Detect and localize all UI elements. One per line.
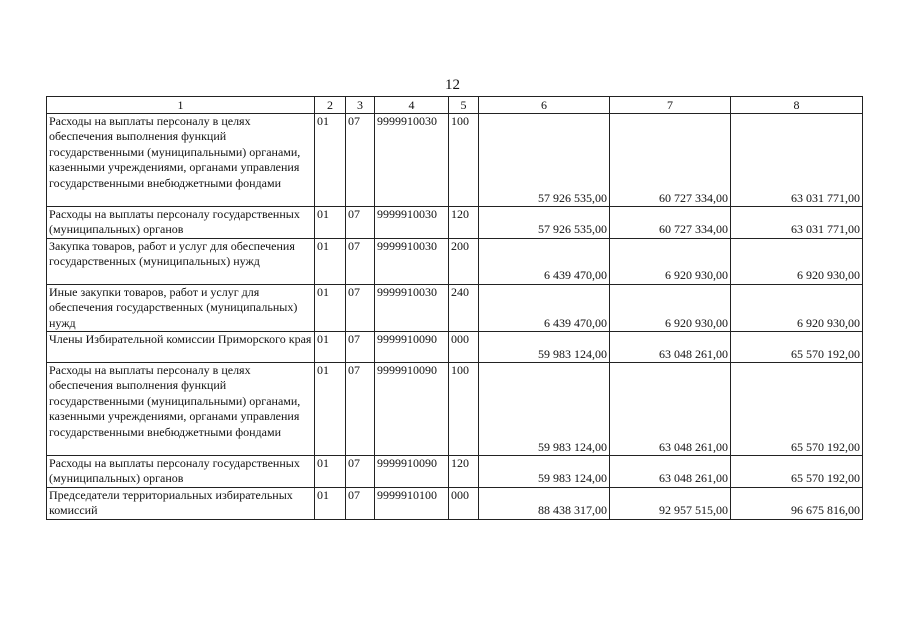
row-subsection-code: 07 <box>346 238 375 284</box>
row-amount-year-1: 59 983 124,00 <box>479 332 610 363</box>
row-amount-year-1: 6 439 470,00 <box>479 238 610 284</box>
table-row <box>47 332 863 363</box>
column-header-year-2: 7 <box>610 97 731 114</box>
table-row <box>47 238 863 284</box>
row-expense-type-code: 100 <box>449 114 479 207</box>
column-header-name: 1 <box>47 97 315 114</box>
row-subsection-code: 07 <box>346 487 375 519</box>
row-target-article-code: 9999910030 <box>375 284 449 331</box>
row-amount-year-3: 6 920 930,00 <box>731 284 863 331</box>
row-name: Иные закупки товаров, работ и услуг для обеспечения государственных (муниципальных) нужд <box>47 284 315 331</box>
table-row <box>47 284 863 331</box>
row-name: Члены Избирательной комиссии Приморского края <box>47 332 315 363</box>
row-section-code: 01 <box>315 207 346 239</box>
column-header-subsection: 3 <box>346 97 375 114</box>
row-amount-year-3: 65 570 192,00 <box>731 363 863 456</box>
row-amount-year-2: 92 957 515,00 <box>610 487 731 519</box>
row-subsection-code: 07 <box>346 114 375 207</box>
row-expense-type-code: 120 <box>449 456 479 488</box>
row-amount-year-2: 60 727 334,00 <box>610 207 731 239</box>
table-row <box>47 456 863 488</box>
row-section-code: 01 <box>315 456 346 488</box>
row-name: Закупка товаров, работ и услуг для обеспечения государственных (муниципальных) нужд <box>47 238 315 284</box>
row-expense-type-code: 200 <box>449 238 479 284</box>
table-row <box>47 207 863 239</box>
row-expense-type-code: 000 <box>449 332 479 363</box>
row-target-article-code: 9999910100 <box>375 487 449 519</box>
row-section-code: 01 <box>315 363 346 456</box>
column-header-expense-type: 5 <box>449 97 479 114</box>
row-target-article-code: 9999910090 <box>375 332 449 363</box>
row-amount-year-2: 60 727 334,00 <box>610 114 731 207</box>
row-subsection-code: 07 <box>346 207 375 239</box>
row-expense-type-code: 240 <box>449 284 479 331</box>
row-amount-year-2: 6 920 930,00 <box>610 284 731 331</box>
column-header-year-3: 8 <box>731 97 863 114</box>
table-header-row <box>47 97 863 114</box>
row-amount-year-3: 6 920 930,00 <box>731 238 863 284</box>
row-section-code: 01 <box>315 238 346 284</box>
row-expense-type-code: 100 <box>449 363 479 456</box>
row-amount-year-1: 57 926 535,00 <box>479 207 610 239</box>
row-expense-type-code: 120 <box>449 207 479 239</box>
row-amount-year-3: 63 031 771,00 <box>731 114 863 207</box>
row-amount-year-2: 63 048 261,00 <box>610 363 731 456</box>
row-amount-year-3: 65 570 192,00 <box>731 332 863 363</box>
row-name: Расходы на выплаты персоналу в целях обеспечения выполнения функций государственными (муниципальными) органами, казенными учреждениями, органами управления государственными внебюджетными фондами <box>47 363 315 456</box>
row-amount-year-1: 6 439 470,00 <box>479 284 610 331</box>
row-amount-year-3: 96 675 816,00 <box>731 487 863 519</box>
row-amount-year-2: 63 048 261,00 <box>610 332 731 363</box>
column-header-year-1: 6 <box>479 97 610 114</box>
row-section-code: 01 <box>315 114 346 207</box>
row-target-article-code: 9999910030 <box>375 238 449 284</box>
row-section-code: 01 <box>315 284 346 331</box>
row-section-code: 01 <box>315 487 346 519</box>
row-name: Председатели территориальных избирательных комиссий <box>47 487 315 519</box>
row-subsection-code: 07 <box>346 284 375 331</box>
row-subsection-code: 07 <box>346 332 375 363</box>
row-amount-year-1: 88 438 317,00 <box>479 487 610 519</box>
row-amount-year-1: 59 983 124,00 <box>479 456 610 488</box>
table-row <box>47 363 863 456</box>
row-amount-year-3: 65 570 192,00 <box>731 456 863 488</box>
row-name: Расходы на выплаты персоналу государственных (муниципальных) органов <box>47 456 315 488</box>
table-row <box>47 114 863 207</box>
row-amount-year-1: 57 926 535,00 <box>479 114 610 207</box>
row-amount-year-2: 63 048 261,00 <box>610 456 731 488</box>
row-target-article-code: 9999910030 <box>375 114 449 207</box>
row-target-article-code: 9999910090 <box>375 456 449 488</box>
row-amount-year-1: 59 983 124,00 <box>479 363 610 456</box>
row-name: Расходы на выплаты персоналу государственных (муниципальных) органов <box>47 207 315 239</box>
column-header-target-article: 4 <box>375 97 449 114</box>
row-section-code: 01 <box>315 332 346 363</box>
table-row <box>47 487 863 519</box>
row-name: Расходы на выплаты персоналу в целях обеспечения выполнения функций государственными (муниципальными) органами, казенными учреждениями, органами управления государственными внебюджетными фондами <box>47 114 315 207</box>
row-expense-type-code: 000 <box>449 487 479 519</box>
row-subsection-code: 07 <box>346 363 375 456</box>
row-target-article-code: 9999910030 <box>375 207 449 239</box>
row-amount-year-3: 63 031 771,00 <box>731 207 863 239</box>
row-amount-year-2: 6 920 930,00 <box>610 238 731 284</box>
row-subsection-code: 07 <box>346 456 375 488</box>
page-number: 12 <box>445 77 460 93</box>
budget-table <box>46 96 863 520</box>
column-header-section: 2 <box>315 97 346 114</box>
row-target-article-code: 9999910090 <box>375 363 449 456</box>
